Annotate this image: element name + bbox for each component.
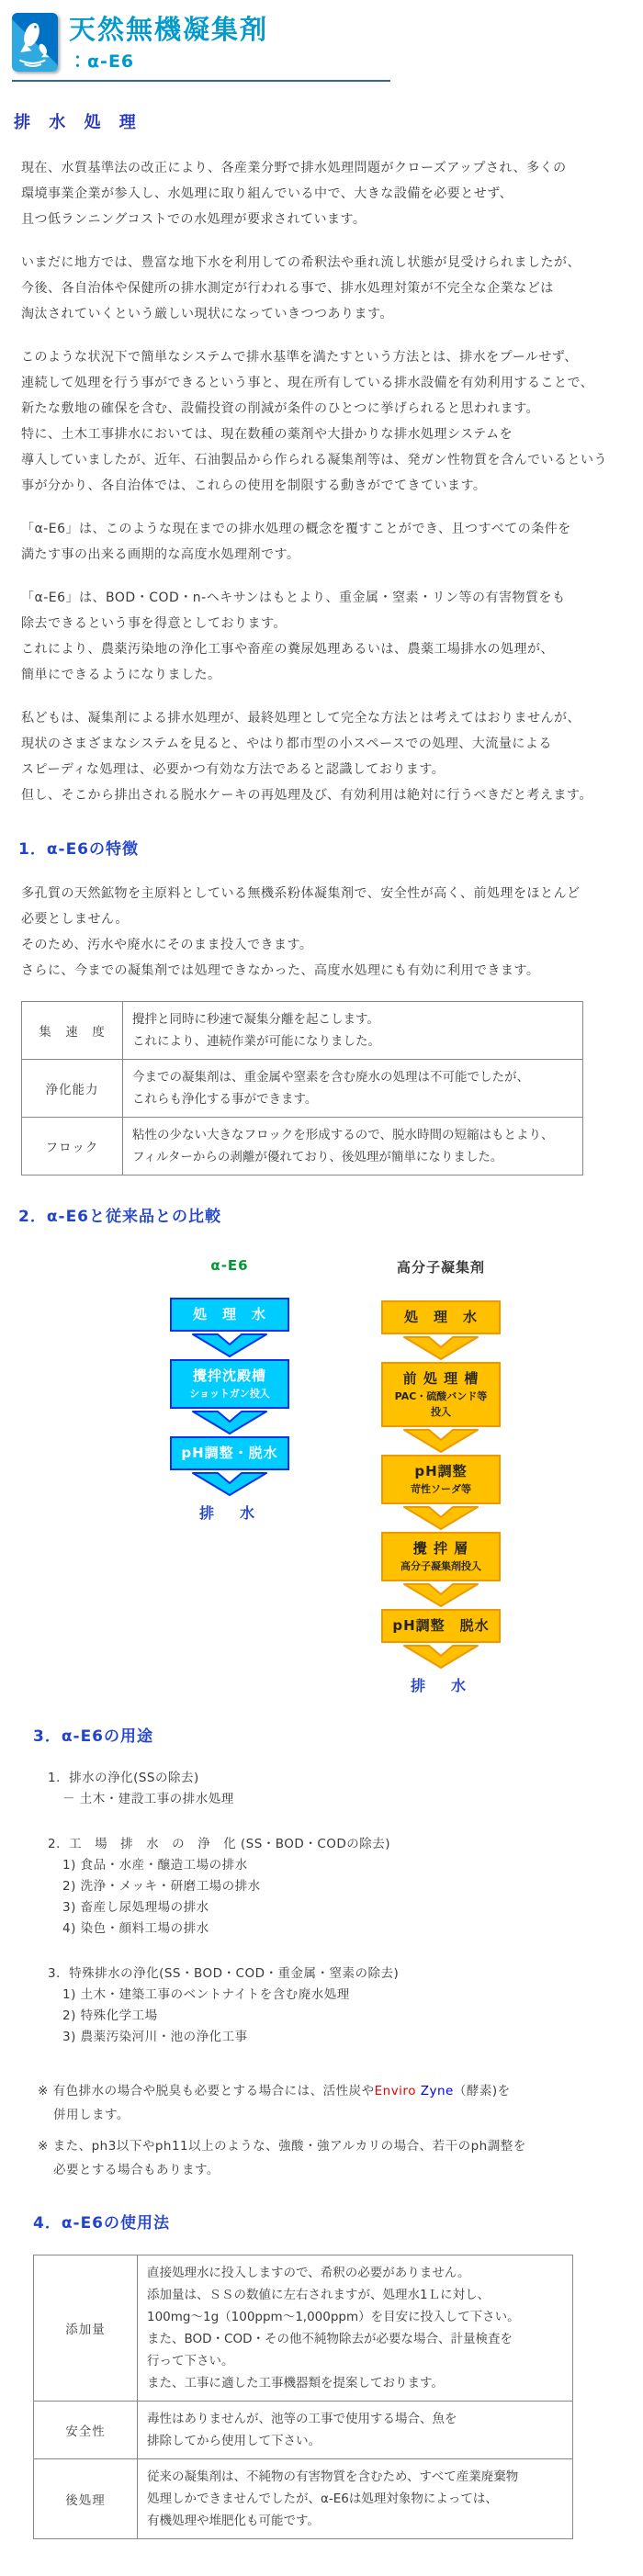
usage-table-row-content bbox=[138, 2255, 573, 2402]
flow-step-title: pH調整 脱水 bbox=[392, 1617, 490, 1634]
flow-polymer-step bbox=[381, 1532, 501, 1581]
section1-paragraph bbox=[23, 881, 620, 984]
text-line: フィルターからの剥離が優れており、後処理が簡単になりました。 bbox=[132, 1150, 503, 1164]
text-line: このような状況下で簡単なシステムで排水基準を満たすという方法とは、排水をプールせず、 bbox=[21, 350, 578, 365]
flow-polymer-step bbox=[381, 1455, 501, 1504]
note bbox=[23, 2134, 620, 2182]
text-line: 導入していましたが、近年、石油製品から作られる凝集剤等は、発ガン性物質を含んでいるという bbox=[21, 453, 607, 467]
list-item: － 土木・建設工事の排水処理 bbox=[62, 1792, 234, 1806]
note-line bbox=[38, 2158, 620, 2182]
text-line: 私どもは、凝集剤による排水処理が、最終処理として完全な方法とは考えてはおりませんが、 bbox=[21, 711, 581, 726]
flow-step-title: 処 理 水 bbox=[403, 1309, 478, 1325]
text-line: 毒性はありませんが、池等の工事で使用する場合、魚を bbox=[147, 2412, 457, 2426]
down-arrow-icon bbox=[187, 1472, 272, 1496]
list-item: 2．工 場 排 水 の 浄 化 (SS・BOD・CODの除去) bbox=[48, 1837, 391, 1851]
flow-step-subtext: 高分子凝集剤投入 bbox=[400, 1560, 481, 1572]
note-line bbox=[38, 2103, 620, 2127]
down-arrow-icon bbox=[399, 1583, 483, 1607]
applications-group bbox=[23, 1963, 620, 2048]
section1-paragraph bbox=[21, 881, 620, 984]
text-line: 満たす事の出来る画期的な高度水処理剤です。 bbox=[21, 547, 300, 562]
flow-step-title: 処 理 水 bbox=[192, 1306, 266, 1322]
features-table-row-content bbox=[123, 1002, 583, 1060]
list-item: 3．特殊排水の浄化(SS・BOD・COD・重金属・窒素の除去) bbox=[48, 1966, 400, 1981]
text-line: 多孔質の天然鉱物を主原料としている無機系粉体凝集剤で、安全性が高く、前処理をほとんど bbox=[21, 886, 581, 901]
list-item: 4) 染色・顔料工場の排水 bbox=[62, 1921, 209, 1936]
flowchart-alpha-e6 bbox=[161, 1257, 299, 1695]
brand-text-red: Enviro bbox=[374, 2084, 416, 2098]
flow-polymer-end-label: 排 水 bbox=[410, 1677, 471, 1694]
flow-step-title: 攪拌沈殿槽 bbox=[192, 1367, 266, 1384]
text-line: 排除してから使用して下さい。 bbox=[147, 2434, 321, 2448]
list-item: 1) 土木・建築工事のベントナイトを含む廃水処理 bbox=[62, 1987, 350, 2002]
text-line: 添加量は、ＳＳの数値に左右されますが、処理水1Ｌに対し、 bbox=[147, 2288, 491, 2302]
flow-step-subtext: 投入 bbox=[431, 1406, 451, 1418]
text-line: 処理しかできませんでしたが、α-E6は処理対象物によっては、 bbox=[147, 2492, 498, 2506]
text-line: 必要としません。 bbox=[21, 912, 129, 927]
header bbox=[23, 13, 620, 73]
text-line: また、工事に適した工事機器類を提案しております。 bbox=[147, 2376, 444, 2390]
note-line bbox=[38, 2079, 620, 2103]
text-line: 簡単にできるようになりました。 bbox=[21, 668, 221, 682]
flow-alpha-e6-step bbox=[170, 1359, 289, 1409]
features-table-row bbox=[22, 1118, 583, 1176]
flow-step-title: pH調整 bbox=[414, 1463, 468, 1479]
flow-step-subtext: PAC・硫酸バンド等 bbox=[394, 1390, 488, 1402]
intro-paragraph bbox=[21, 250, 620, 327]
down-arrow-icon bbox=[399, 1645, 483, 1669]
text-line: そのため、汚水や廃水にそのまま投入できます。 bbox=[21, 938, 313, 952]
text-line: 環境事業企業が参入し、水処理に取り組んでいる中で、大きな設備を必要とせず、 bbox=[21, 186, 513, 201]
text-line: また、BOD・COD・その他不純物除去が必要な場合、計量検査を bbox=[147, 2332, 513, 2346]
section1-heading: 1．α-E6の特徴 bbox=[18, 840, 140, 859]
list-item: 3) 農薬汚染河川・池の浄化工事 bbox=[62, 2030, 248, 2044]
usage-table-row bbox=[34, 2459, 573, 2539]
text-line: これらも浄化する事ができます。 bbox=[132, 1092, 318, 1107]
brand-text-blue: Zyne bbox=[415, 2084, 454, 2098]
usage-table bbox=[33, 2255, 573, 2539]
features-table-row-label: 浄化能力 bbox=[22, 1060, 123, 1118]
note-text: 併用します。 bbox=[53, 2108, 130, 2122]
page-subtitle: ：α-E6 bbox=[69, 51, 135, 72]
text-line: 事が分かり、各自治体では、これらの使用を制限する動きがでてきています。 bbox=[21, 478, 487, 493]
flow-polymer-step bbox=[381, 1362, 501, 1427]
applications-notes bbox=[23, 2079, 620, 2182]
usage-table-row-content bbox=[138, 2459, 573, 2539]
list-item: 1) 食品・水産・醸造工場の排水 bbox=[62, 1858, 248, 1873]
text-line: 且つ低ランニングコストでの水処理が要求されています。 bbox=[21, 212, 367, 227]
usage-table-row-content bbox=[138, 2402, 573, 2459]
usage-table-row-label: 添加量 bbox=[34, 2255, 138, 2402]
text-line: 攪拌と同時に秒速で凝集分離を起こします。 bbox=[132, 1012, 379, 1027]
usage-table-row bbox=[34, 2255, 573, 2402]
down-arrow-icon bbox=[399, 1336, 483, 1360]
applications-list bbox=[23, 1768, 620, 2048]
flow-step-title: 前 処 理 槽 bbox=[402, 1370, 479, 1387]
comparison-flowcharts bbox=[161, 1257, 620, 1695]
flow-step-subtext: 苛性ソーダ等 bbox=[411, 1483, 471, 1495]
intro-paragraph bbox=[21, 516, 620, 568]
text-line: 現状のさまざまなシステムを見ると、やはり都市型の小スペースでの処理、大流量による bbox=[21, 737, 552, 751]
text-line: 従来の凝集剤は、不純物の有害物質を含むため、すべて産業廃棄物 bbox=[147, 2469, 519, 2484]
down-arrow-icon bbox=[187, 1333, 272, 1357]
features-table bbox=[21, 1001, 583, 1176]
features-table-row-content bbox=[123, 1060, 583, 1118]
features-table-row-label: 集 速 度 bbox=[22, 1002, 123, 1060]
list-item: 3) 畜産し尿処理場の排水 bbox=[62, 1900, 209, 1915]
note-text: ※ また、ph3以下やph11以上のような、強酸・強アルカリの場合、若干のph調整を bbox=[38, 2139, 526, 2154]
flow-alpha-e6-step bbox=[170, 1436, 289, 1470]
text-line: 現在、水質基準法の改正により、各産業分野で排水処理問題がクローズアップされ、多くの bbox=[21, 161, 567, 175]
text-line: 有機処理や堆肥化も可能です。 bbox=[147, 2514, 320, 2528]
note-text: （酵素)を bbox=[453, 2084, 511, 2098]
text-line: これにより、連続作業が可能になりました。 bbox=[132, 1034, 380, 1049]
down-arrow-icon bbox=[399, 1429, 483, 1453]
note-line bbox=[38, 2134, 620, 2158]
text-line: 今までの凝集剤は、重金属や窒素を含む廃水の処理は不可能でしたが、 bbox=[132, 1070, 529, 1085]
text-line: 特に、土木工事排水においては、現在数種の薬剤や大掛かりな排水処理システムを bbox=[21, 427, 513, 442]
usage-table-row bbox=[34, 2402, 573, 2459]
list-item: 1．排水の浄化(SSの除去) bbox=[48, 1771, 199, 1785]
note-text: ※ 有色排水の場合や脱臭も必要とする場合には、活性炭や bbox=[38, 2084, 375, 2098]
text-line: 直接処理水に投入しますので、希釈の必要がありません。 bbox=[147, 2266, 470, 2280]
text-line: 連続して処理を行う事ができるという事と、現在所有している排水設備を有効利用することで、 bbox=[21, 376, 594, 390]
text-line: 100mg～1g（100ppm～1,000ppm）を目安に投入して下さい。 bbox=[147, 2310, 520, 2324]
flow-alpha-e6-end-label: 排 水 bbox=[198, 1504, 260, 1522]
text-line: いまだに地方では、豊富な地下水を利用しての希釈法や垂れ流し状態が見受けられましたが、 bbox=[21, 255, 581, 270]
flow-polymer-label: 高分子凝集剤 bbox=[396, 1259, 485, 1276]
list-item: 2) 洗浄・メッキ・研磨工場の排水 bbox=[62, 1879, 261, 1894]
text-line: スピーディな処理は、必要かつ有効な方法であると認識しております。 bbox=[21, 762, 446, 777]
list-item: 2) 特殊化学工場 bbox=[62, 2008, 158, 2023]
intro-paragraph bbox=[21, 155, 620, 232]
features-table-row bbox=[22, 1060, 583, 1118]
intro-paragraphs bbox=[23, 155, 620, 808]
features-table-row-content bbox=[123, 1118, 583, 1176]
flow-step-title: pH調整・脱水 bbox=[181, 1445, 278, 1461]
down-arrow-icon bbox=[187, 1411, 272, 1434]
applications-group bbox=[23, 1768, 620, 1810]
intro-paragraph bbox=[21, 344, 620, 499]
text-line: 粘性の少ない大きなフロックを形成するので、脱水時間の短縮はもとより、 bbox=[132, 1128, 554, 1142]
text-line: 行って下さい。 bbox=[147, 2354, 234, 2368]
flow-polymer-step bbox=[381, 1300, 501, 1334]
usage-table-row-label: 後処理 bbox=[34, 2459, 138, 2539]
company-logo bbox=[12, 13, 58, 72]
features-table-row-label: フロック bbox=[22, 1118, 123, 1176]
header-divider bbox=[12, 80, 390, 82]
text-line: 但し、そこから排出される脱水ケーキの再処理及び、有効利用は絶対に行うべきだと考えます。 bbox=[21, 788, 592, 803]
flowchart-polymer bbox=[372, 1257, 510, 1695]
flow-step-title: 攪 拌 層 bbox=[412, 1540, 469, 1557]
flow-polymer-step bbox=[381, 1609, 501, 1643]
intro-paragraph bbox=[21, 585, 620, 688]
text-line: 「α-E6」は、BOD・COD・n-ヘキサンはもとより、重金属・窒素・リン等の有害物質をも bbox=[21, 591, 566, 605]
text-line: 「α-E6」は、このような現在までの排水処理の概念を覆すことができ、且つすべての条件を bbox=[21, 522, 571, 536]
flow-alpha-e6-label: α-E6 bbox=[210, 1257, 249, 1274]
flow-alpha-e6-step bbox=[170, 1298, 289, 1332]
section4-heading: 4．α-E6の使用法 bbox=[33, 2214, 171, 2233]
features-table-row bbox=[22, 1002, 583, 1060]
title-block bbox=[69, 13, 268, 73]
text-line: 淘汰されていくという厳しい現状になっていきつつあります。 bbox=[21, 307, 393, 321]
text-line: 除去できるという事を得意としております。 bbox=[21, 616, 287, 631]
intro-heading: 排 水 処 理 bbox=[14, 113, 142, 132]
text-line: 新たな敷地の確保を含む、設備投資の削減が条件のひとつに挙げられると思われます。 bbox=[21, 401, 540, 416]
note-text: 必要とする場合もあります。 bbox=[53, 2163, 220, 2177]
intro-paragraph bbox=[21, 705, 620, 808]
down-arrow-icon bbox=[399, 1506, 483, 1530]
applications-group bbox=[23, 1834, 620, 1940]
usage-table-row-label: 安全性 bbox=[34, 2402, 138, 2459]
text-line: さらに、今までの凝集剤では処理できなかった、高度水処理にも有効に利用できます。 bbox=[21, 963, 540, 978]
text-line: これにより、農薬汚染地の浄化工事や畜産の糞尿処理あるいは、農薬工場排水の処理が、 bbox=[21, 642, 554, 657]
text-line: 今後、各自治体や保健所の排水測定が行われる事で、排水処理対策が不完全な企業などは bbox=[21, 281, 554, 296]
flow-step-subtext: ショットガン投入 bbox=[189, 1388, 270, 1400]
note bbox=[23, 2079, 620, 2127]
page-title: 天然無機凝集剤 bbox=[69, 14, 269, 45]
section3-heading: 3．α-E6の用途 bbox=[33, 1727, 154, 1746]
section2-heading: 2．α-E6と従来品との比較 bbox=[18, 1208, 222, 1226]
fish-icon bbox=[15, 16, 55, 69]
